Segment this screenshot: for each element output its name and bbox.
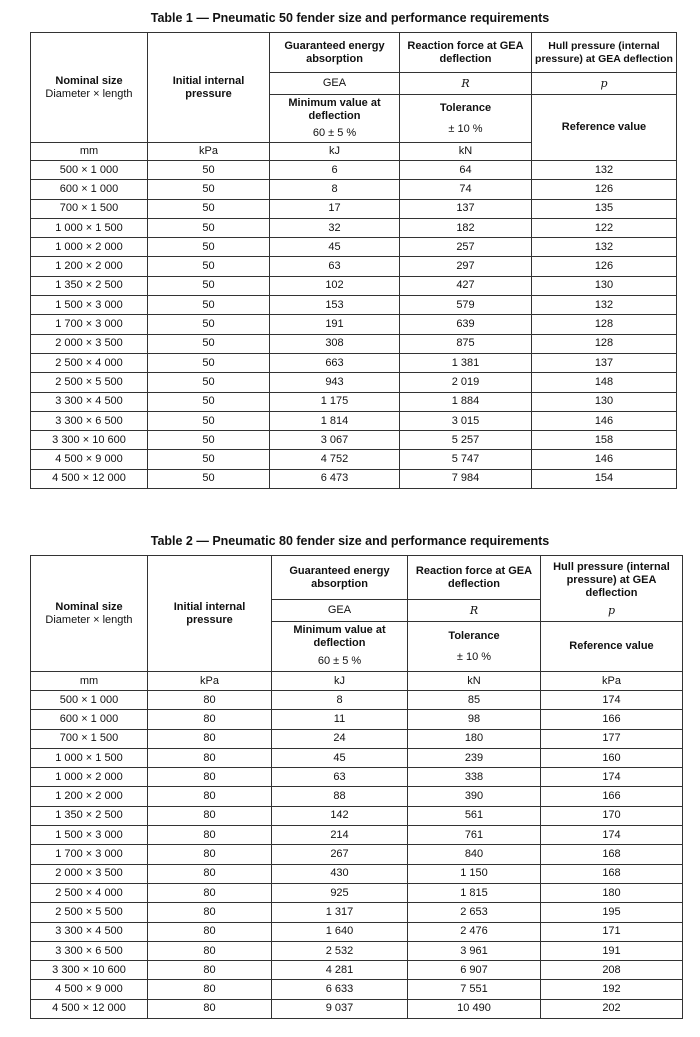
nominal-size-cell: 3 300 × 4 500: [31, 392, 148, 411]
gea-cell: 3 067: [270, 431, 400, 450]
nominal-size-cell: 4 500 × 12 000: [31, 999, 148, 1018]
gea-cell: 8: [270, 180, 400, 199]
reference-header: Reference value: [532, 95, 677, 161]
nominal-size-cell: 1 000 × 2 000: [31, 768, 148, 787]
nominal-size-cell: 3 300 × 4 500: [31, 922, 148, 941]
table-2-caption: Table 2 — Pneumatic 80 fender size and performance requirements: [150, 534, 550, 548]
nominal-size-cell: 1 000 × 2 000: [31, 238, 148, 257]
reaction-force-cell: 137: [400, 199, 532, 218]
initial-pressure-cell: 80: [148, 845, 272, 864]
gea-cell: 1 640: [272, 922, 408, 941]
nominal-size-cell: 4 500 × 9 000: [31, 980, 148, 999]
reaction-force-cell: 64: [400, 161, 532, 180]
reaction-force-cell: 639: [400, 315, 532, 334]
hull-pressure-cell: 148: [532, 373, 677, 392]
nominal-size-cell: 1 700 × 3 000: [31, 845, 148, 864]
unit-kj: kJ: [272, 672, 408, 691]
gea-cell: 308: [270, 334, 400, 353]
gea-cell: 214: [272, 826, 408, 845]
reaction-force-cell: 840: [408, 845, 541, 864]
gea-min-header: Minimum value at deflection: [272, 622, 408, 652]
hull-pressure-cell: 146: [532, 411, 677, 430]
nominal-size-cell: 4 500 × 9 000: [31, 450, 148, 469]
initial-pressure-cell: 80: [148, 748, 272, 767]
nominal-size-cell: 2 500 × 4 000: [31, 353, 148, 372]
reaction-force-cell: 7 984: [400, 469, 532, 488]
unit-kn: kN: [408, 672, 541, 691]
table-row: [31, 276, 677, 295]
hull-pressure-cell: 158: [532, 431, 677, 450]
gea-deflection: 60 ± 5 %: [270, 125, 400, 143]
gea-cell: 1 175: [270, 392, 400, 411]
table-1: [30, 32, 677, 489]
hull-pressure-cell: 195: [541, 903, 683, 922]
table-row: [31, 710, 683, 729]
reaction-force-cell: 10 490: [408, 999, 541, 1018]
initial-pressure-cell: 50: [148, 199, 270, 218]
gea-cell: 663: [270, 353, 400, 372]
gea-cell: 943: [270, 373, 400, 392]
hull-pressure-cell: 160: [541, 748, 683, 767]
gea-cell: 1 317: [272, 903, 408, 922]
nominal-size-cell: 1 200 × 2 000: [31, 257, 148, 276]
gea-symbol: GEA: [270, 73, 400, 95]
initial-pressure-cell: 50: [148, 411, 270, 430]
gea-cell: 63: [270, 257, 400, 276]
nominal-size-cell: 2 000 × 3 500: [31, 864, 148, 883]
table-row: [31, 431, 677, 450]
nominal-size-cell: 1 350 × 2 500: [31, 806, 148, 825]
gea-cell: 17: [270, 199, 400, 218]
reaction-force-cell: 85: [408, 691, 541, 710]
reaction-force-cell: 1 884: [400, 392, 532, 411]
gea-cell: 102: [270, 276, 400, 295]
reaction-force-cell: 3 015: [400, 411, 532, 430]
hull-pressure-cell: 132: [532, 296, 677, 315]
unit-mm: mm: [31, 143, 148, 161]
initial-pressure-cell: 80: [148, 729, 272, 748]
nominal-size-cell: 1 000 × 1 500: [31, 748, 148, 767]
table-row: [31, 691, 683, 710]
reaction-force-cell: 3 961: [408, 941, 541, 960]
gea-cell: 11: [272, 710, 408, 729]
gea-min-header: Minimum value at deflection: [270, 95, 400, 125]
gea-deflection: 60 ± 5 %: [272, 652, 408, 672]
nominal-size-cell: 600 × 1 000: [31, 710, 148, 729]
hull-pressure-cell: 170: [541, 806, 683, 825]
reaction-force-cell: 1 381: [400, 353, 532, 372]
hull-pressure-cell: 177: [541, 729, 683, 748]
initial-pressure-cell: 80: [148, 806, 272, 825]
initial-pressure-cell: 80: [148, 826, 272, 845]
hull-pressure-cell: 202: [541, 999, 683, 1018]
gea-cell: 24: [272, 729, 408, 748]
table-row: [31, 238, 677, 257]
hull-pressure-cell: 132: [532, 238, 677, 257]
hull-pressure-cell: 192: [541, 980, 683, 999]
initial-pressure-header: Initial internal pressure: [148, 33, 270, 143]
hull-pressure-cell: 135: [532, 199, 677, 218]
hull-pressure-cell: 174: [541, 768, 683, 787]
reaction-force-cell: 257: [400, 238, 532, 257]
nominal-size-cell: 1 700 × 3 000: [31, 315, 148, 334]
nominal-size-header: Nominal size Diameter × length: [31, 556, 148, 672]
gea-cell: 2 532: [272, 941, 408, 960]
table-row: [31, 903, 683, 922]
hull-pressure-cell: 128: [532, 315, 677, 334]
initial-pressure-cell: 80: [148, 980, 272, 999]
table-row: [31, 161, 677, 180]
reaction-force-cell: 761: [408, 826, 541, 845]
initial-pressure-cell: 50: [148, 276, 270, 295]
table-2-body: [31, 691, 683, 1019]
unit-kpa-ref: kPa: [541, 672, 683, 691]
nominal-size-cell: 1 350 × 2 500: [31, 276, 148, 295]
gea-cell: 153: [270, 296, 400, 315]
reaction-force-cell: 579: [400, 296, 532, 315]
table-row: [31, 353, 677, 372]
reaction-symbol: R: [400, 73, 532, 95]
table-row: [31, 768, 683, 787]
hull-pressure-cell: 180: [541, 883, 683, 902]
table-row: [31, 199, 677, 218]
reaction-force-header: Reaction force at GEA deflection: [400, 33, 532, 73]
table-row: [31, 315, 677, 334]
initial-pressure-cell: 80: [148, 922, 272, 941]
initial-pressure-cell: 80: [148, 710, 272, 729]
table-row: [31, 826, 683, 845]
initial-pressure-cell: 50: [148, 218, 270, 237]
reaction-force-cell: 1 815: [408, 883, 541, 902]
reaction-force-cell: 180: [408, 729, 541, 748]
unit-kj: kJ: [270, 143, 400, 161]
unit-kpa: kPa: [148, 672, 272, 691]
tolerance-header: Tolerance ± 10 %: [408, 622, 541, 672]
gea-cell: 63: [272, 768, 408, 787]
table-row: [31, 883, 683, 902]
nominal-size-header: Nominal size Diameter × length: [31, 33, 148, 143]
reaction-force-cell: 98: [408, 710, 541, 729]
nominal-size-cell: 2 000 × 3 500: [31, 334, 148, 353]
hull-pressure-cell: 146: [532, 450, 677, 469]
hull-symbol: p: [532, 73, 677, 95]
initial-pressure-cell: 80: [148, 691, 272, 710]
unit-kn: kN: [400, 143, 532, 161]
gea-cell: 6 633: [272, 980, 408, 999]
initial-pressure-cell: 50: [148, 392, 270, 411]
reaction-force-cell: 2 019: [400, 373, 532, 392]
initial-pressure-cell: 80: [148, 903, 272, 922]
table-row: [31, 257, 677, 276]
hull-pressure-cell: 137: [532, 353, 677, 372]
reaction-force-cell: 875: [400, 334, 532, 353]
reaction-force-cell: 390: [408, 787, 541, 806]
hull-pressure-cell: 130: [532, 392, 677, 411]
gea-cell: 6 473: [270, 469, 400, 488]
reference-header: Reference value: [541, 622, 683, 672]
initial-pressure-cell: 50: [148, 296, 270, 315]
nominal-size-cell: 2 500 × 5 500: [31, 903, 148, 922]
nominal-size-cell: 3 300 × 6 500: [31, 411, 148, 430]
gea-cell: 4 752: [270, 450, 400, 469]
gea-cell: 88: [272, 787, 408, 806]
nominal-size-cell: 700 × 1 500: [31, 729, 148, 748]
initial-pressure-cell: 80: [148, 768, 272, 787]
table-2: [30, 555, 683, 1019]
gea-header: Guaranteed energy absorption: [270, 33, 400, 73]
nominal-size-cell: 1 500 × 3 000: [31, 296, 148, 315]
nominal-size-cell: 2 500 × 5 500: [31, 373, 148, 392]
hull-pressure-header: Hull pressure (internal pressure) at GEA deflection p: [541, 556, 683, 622]
reaction-force-cell: 1 150: [408, 864, 541, 883]
reaction-force-cell: 74: [400, 180, 532, 199]
initial-pressure-cell: 50: [148, 353, 270, 372]
units-row: [31, 672, 683, 691]
hull-pressure-cell: 154: [532, 469, 677, 488]
nominal-size-cell: 700 × 1 500: [31, 199, 148, 218]
reaction-force-cell: 5 747: [400, 450, 532, 469]
table-row: [31, 864, 683, 883]
table-row: [31, 392, 677, 411]
table-row: [31, 806, 683, 825]
reaction-force-cell: 561: [408, 806, 541, 825]
table-row: [31, 334, 677, 353]
hull-pressure-cell: 174: [541, 691, 683, 710]
gea-cell: 45: [270, 238, 400, 257]
hull-pressure-cell: 208: [541, 961, 683, 980]
table-row: [31, 787, 683, 806]
hull-pressure-cell: 132: [532, 161, 677, 180]
table-row: [31, 748, 683, 767]
initial-pressure-cell: 50: [148, 315, 270, 334]
initial-pressure-header: Initial internal pressure: [148, 556, 272, 672]
unit-mm: mm: [31, 672, 148, 691]
initial-pressure-cell: 80: [148, 864, 272, 883]
gea-cell: 6: [270, 161, 400, 180]
reaction-force-cell: 427: [400, 276, 532, 295]
nominal-size-cell: 1 200 × 2 000: [31, 787, 148, 806]
initial-pressure-cell: 50: [148, 450, 270, 469]
reaction-force-cell: 297: [400, 257, 532, 276]
table-row: [31, 845, 683, 864]
unit-kpa: kPa: [148, 143, 270, 161]
reaction-force-cell: 7 551: [408, 980, 541, 999]
hull-pressure-cell: 174: [541, 826, 683, 845]
gea-cell: 1 814: [270, 411, 400, 430]
nominal-size-cell: 3 300 × 10 600: [31, 431, 148, 450]
hull-pressure-cell: 130: [532, 276, 677, 295]
reaction-force-header: Reaction force at GEA deflection: [408, 556, 541, 600]
reaction-force-cell: 338: [408, 768, 541, 787]
gea-cell: 32: [270, 218, 400, 237]
nominal-size-cell: 3 300 × 6 500: [31, 941, 148, 960]
nominal-size-cell: 1 000 × 1 500: [31, 218, 148, 237]
reaction-force-cell: 6 907: [408, 961, 541, 980]
table-row: [31, 922, 683, 941]
table-1-body: [31, 161, 677, 489]
initial-pressure-cell: 50: [148, 431, 270, 450]
initial-pressure-cell: 50: [148, 161, 270, 180]
hull-pressure-cell: 166: [541, 787, 683, 806]
table-row: [31, 961, 683, 980]
reaction-force-cell: 5 257: [400, 431, 532, 450]
nominal-size-cell: 2 500 × 4 000: [31, 883, 148, 902]
hull-pressure-cell: 191: [541, 941, 683, 960]
initial-pressure-cell: 50: [148, 238, 270, 257]
hull-pressure-cell: 171: [541, 922, 683, 941]
table-row: [31, 218, 677, 237]
hull-pressure-cell: 128: [532, 334, 677, 353]
table-row: [31, 450, 677, 469]
initial-pressure-cell: 80: [148, 961, 272, 980]
hull-pressure-cell: 122: [532, 218, 677, 237]
reaction-force-cell: 2 476: [408, 922, 541, 941]
nominal-size-cell: 600 × 1 000: [31, 180, 148, 199]
gea-cell: 8: [272, 691, 408, 710]
hull-pressure-cell: 168: [541, 864, 683, 883]
gea-symbol: GEA: [272, 600, 408, 622]
nominal-size-cell: 500 × 1 000: [31, 161, 148, 180]
hull-symbol: p: [607, 603, 616, 617]
hull-pressure-cell: 166: [541, 710, 683, 729]
gea-cell: 267: [272, 845, 408, 864]
initial-pressure-cell: 80: [148, 941, 272, 960]
table-1-header: [31, 33, 677, 161]
nominal-size-cell: 3 300 × 10 600: [31, 961, 148, 980]
table-2-header: [31, 556, 683, 691]
gea-cell: 9 037: [272, 999, 408, 1018]
initial-pressure-cell: 80: [148, 883, 272, 902]
initial-pressure-cell: 50: [148, 373, 270, 392]
table-1-caption: Table 1 — Pneumatic 50 fender size and performance requirements: [150, 11, 550, 25]
initial-pressure-cell: 50: [148, 180, 270, 199]
table-row: [31, 180, 677, 199]
table-row: [31, 999, 683, 1018]
initial-pressure-cell: 80: [148, 787, 272, 806]
gea-cell: 925: [272, 883, 408, 902]
reaction-symbol: R: [408, 600, 541, 622]
nominal-size-cell: 500 × 1 000: [31, 691, 148, 710]
table-row: [31, 469, 677, 488]
initial-pressure-cell: 50: [148, 469, 270, 488]
nominal-size-cell: 1 500 × 3 000: [31, 826, 148, 845]
gea-cell: 191: [270, 315, 400, 334]
gea-cell: 430: [272, 864, 408, 883]
tolerance-value: ± 10 %: [456, 650, 492, 663]
reaction-force-cell: 239: [408, 748, 541, 767]
table-row: [31, 373, 677, 392]
table-row: [31, 296, 677, 315]
reaction-force-cell: 182: [400, 218, 532, 237]
nominal-size-cell: 4 500 × 12 000: [31, 469, 148, 488]
initial-pressure-cell: 50: [148, 334, 270, 353]
table-row: [31, 411, 677, 430]
hull-pressure-header: Hull pressure (internal pressure) at GEA deflection: [532, 33, 677, 73]
tolerance-header: Tolerance ± 10 %: [400, 95, 532, 143]
initial-pressure-cell: 50: [148, 257, 270, 276]
gea-cell: 142: [272, 806, 408, 825]
hull-pressure-cell: 126: [532, 180, 677, 199]
table-row: [31, 980, 683, 999]
table-row: [31, 941, 683, 960]
table-row: [31, 729, 683, 748]
tolerance-value: ± 10 %: [448, 122, 483, 135]
gea-cell: 4 281: [272, 961, 408, 980]
gea-cell: 45: [272, 748, 408, 767]
hull-pressure-cell: 126: [532, 257, 677, 276]
reaction-force-cell: 2 653: [408, 903, 541, 922]
hull-pressure-cell: 168: [541, 845, 683, 864]
gea-header: Guaranteed energy absorption: [272, 556, 408, 600]
initial-pressure-cell: 80: [148, 999, 272, 1018]
